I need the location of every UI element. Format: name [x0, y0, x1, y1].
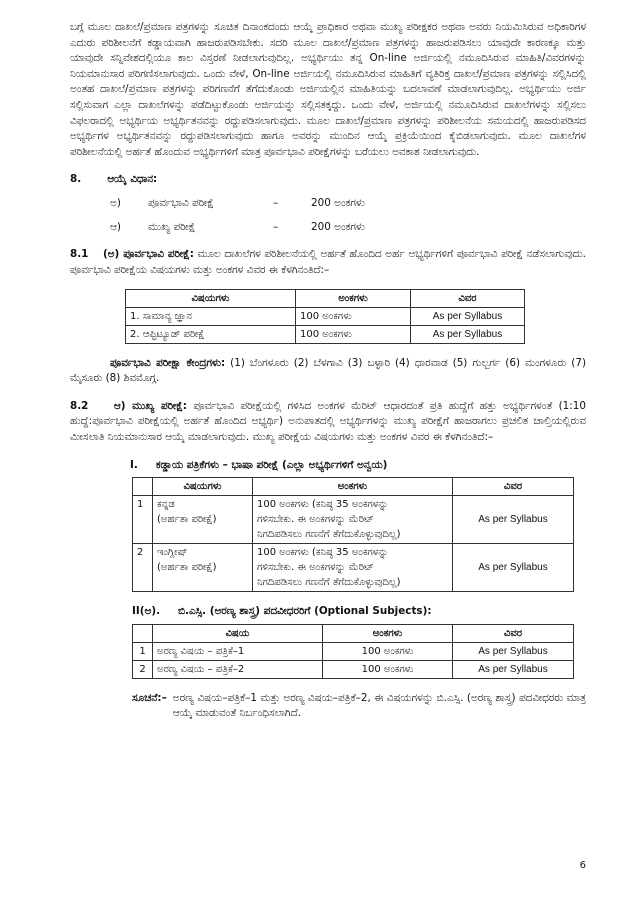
table-cell: As per Syllabus [411, 307, 525, 325]
section-text: ಮೂಲ ದಾಖಲೆಗಳ ಪರಿಶೀಲನೆಯಲ್ಲಿ ಅರ್ಹತೆ ಹೊಂದಿದ ಅರ್ಹ ಅಭ್ಯರ್ಥಿಗಳಿಗೆ ಪೂರ್ವಭಾವಿ ಪರೀಕ್ಷೆ ನಡೆಸಲಾಗುವುದು. ಪೂರ್ವಭಾವಿ ಪರೀಕ್ಷೆಯ ವಿಷಯಗಳು ಮತ್ತು ಅಂಕಗಳ ವಿವರ ಈ ಕೆಳಗಿನಂತಿದೆ:– [70, 248, 586, 276]
column-header: ವಿವರ [411, 289, 525, 307]
prelim-exam-table [125, 289, 525, 344]
column-header [133, 624, 153, 642]
column-header: ಅಂಕಗಳು [253, 478, 453, 496]
section-text: ಪೂರ್ವಭಾವಿ ಪರೀಕ್ಷೆಯಲ್ಲಿ ಗಳಿಸಿದ ಅಂಕಗಳ ಮೆರಿಟ್ ಆಧಾರದಂತೆ ಪ್ರತಿ ಹುದ್ದೆಗೆ ಹತ್ತು ಅಭ್ಯರ್ಥಿಗಳಂತೆ (1:10 ಹುದ್ದೆ:ಪೂರ್ವಭಾವಿ ಪರೀಕ್ಷೆಯಲ್ಲಿ ಅರ್ಹತೆ ಹೊಂದಿದ ಅಭ್ಯರ್ಥಿ) ಅನುಪಾತದಲ್ಲಿ ಅಭ್ಯರ್ಥಿಗಳನ್ನು ಮುಖ್ಯ ಪರೀಕ್ಷೆಗೆ ಹಾಜರಾಗಲು ಪ್ರಚಲಿತ ಚಾಲ್ತಿಯಲ್ಲಿರುವ ಮೀಸಲಾತಿ ನಿಯಮಾನುಸಾರ ಆಯ್ಕೆ ಮಾಡಲಾಗುವುದು. ಮುಖ್ಯ ಪರೀಕ್ಷೆಯ ವಿಷಯಗಳು ಮತ್ತು ಅಂಕಗಳ ವಿವರ ಈ ಕೆಳಗಿನಂತಿದೆ:– [70, 399, 586, 443]
item-marks: 200 ಅಂಕಗಳು [311, 220, 365, 233]
marks-line: 100 ಅಂಕಗಳು (ಕನಿಷ್ಠ 35 ಅಂಕಗಳನ್ನು [257, 547, 389, 559]
table-cell: 2. ಆಪ್ಟಿಟ್ಯೂಡ್ ಪರೀಕ್ಷೆ [126, 325, 296, 343]
table-cell: 1. ಸಾಮಾನ್ಯ ಜ್ಞಾನ [126, 307, 296, 325]
column-header: ಅಂಕಗಳು [323, 624, 453, 642]
table-cell: 100 ಅಂಕಗಳು [323, 642, 453, 660]
table-cell: 100 ಅಂಕಗಳು [296, 307, 411, 325]
item-dash: – [273, 197, 279, 210]
section-number: 8.1 [70, 248, 89, 261]
table-row [126, 307, 525, 325]
subject-note: (ಅರ್ಹತಾ ಪರೀಕ್ಷೆ) [157, 514, 217, 526]
item-label: ಪೂರ್ವಭಾವಿ ಪರೀಕ್ಷೆ [148, 197, 214, 210]
marks-line: ನಿಗದಿಪಡಿಸಲು ಗಣನೆಗೆ ತೆಗೆದುಕೊಳ್ಳುವುದಿಲ್ಲ) [257, 529, 401, 541]
table-cell: As per Syllabus [453, 544, 574, 592]
marks-line: 100 ಅಂಕಗಳು (ಕನಿಷ್ಠ 35 ಅಂಕಗಳನ್ನು [257, 499, 389, 511]
subject-name: ಇಂಗ್ಲೀಷ್ [157, 547, 188, 559]
subject-note: (ಅರ್ಹತಾ ಪರೀಕ್ಷೆ) [157, 562, 217, 574]
part-1-heading [130, 458, 586, 474]
exam-centres-list: (1) ಬೆಂಗಳೂರು (2) ಬೆಳಗಾವಿ (3) ಬಳ್ಳಾರಿ (4) ಧಾರವಾಡ (5) ಗುಲ್ಬರ್ಗ (6) ಮಂಗಳೂರು (7) ಮೈಸೂರು (8) ಶಿವಮೊಗ್ಗ. [70, 356, 587, 385]
subject-name: ಕನ್ನಡ [157, 499, 175, 511]
table-cell: As per Syllabus [453, 496, 574, 544]
column-header: ವಿವರ [453, 478, 574, 496]
language-papers-table [132, 477, 574, 592]
part-2-heading [132, 604, 586, 620]
column-header: ವಿಷಯಗಳು [153, 478, 253, 496]
table-cell: As per Syllabus [453, 660, 574, 678]
table-cell [153, 496, 253, 544]
table-cell [253, 496, 453, 544]
column-header: ವಿಷಯಗಳು [126, 289, 296, 307]
exam-centres-label: ಪೂರ್ವಭಾವಿ ಪರೀಕ್ಷಾ ಕೇಂದ್ರಗಳು: [110, 356, 226, 369]
note-text: ಅರಣ್ಯ ವಿಷಯ–ಪತ್ರಿಕೆ–1 ಮತ್ತು ಅರಣ್ಯ ವಿಷಯ–ಪತ್ರಿಕೆ–2, ಈ ವಿಷಯಗಳನ್ನು ಬಿ.ಎಸ್ಸಿ. (ಅರಣ್ಯ ಶಾಸ್ತ್ರ) ಪದವೀಧರರು ಮಾತ್ರ ಆಯ್ಕೆ ಮಾಡುವಂತೆ ನಿರ್ಬಂಧಿಸಲಾಗಿದೆ. [172, 691, 586, 720]
list-item [110, 196, 586, 212]
table-row [133, 642, 574, 660]
part-title: ಕಡ್ಡಾಯ ಪತ್ರಿಕೆಗಳು – ಭಾಷಾ ಪರೀಕ್ಷೆ (ಎಲ್ಲಾ ಅಭ್ಯರ್ಥಿಗಳಿಗೆ ಅನ್ವಯ) [155, 458, 388, 471]
part-number: I. [130, 458, 138, 471]
table-cell: 2 [133, 660, 153, 678]
table-row [133, 496, 574, 544]
part-number: II(ಅ). [132, 605, 161, 618]
table-row [133, 660, 574, 678]
table-cell: 100 ಅಂಕಗಳು [296, 325, 411, 343]
marks-line: ಗಳಿಸಬೇಕು. ಈ ಅಂಕಗಳನ್ನು ಮೆರಿಟ್ [257, 562, 374, 574]
selection-method-list [110, 196, 586, 235]
table-cell: As per Syllabus [453, 642, 574, 660]
part-title: ಬಿ.ಎಸ್ಸಿ. (ಅರಣ್ಯ ಶಾಸ್ತ್ರ) ಪದವೀಧರರಿಗೆ (Optional Subjects): [178, 605, 432, 618]
item-dash: – [273, 220, 279, 233]
table-cell [153, 544, 253, 592]
table-cell: ಅರಣ್ಯ ವಿಷಯ – ಪತ್ರಿಕೆ–2 [153, 660, 323, 678]
item-marker: ಅ) [110, 197, 121, 210]
table-cell: ಅರಣ್ಯ ವಿಷಯ – ಪತ್ರಿಕೆ–1 [153, 642, 323, 660]
table-cell: 1 [133, 496, 153, 544]
section-heading: ಆ) ಮುಖ್ಯ ಪರೀಕ್ಷೆ: [113, 399, 187, 412]
column-header: ವಿವರ [453, 624, 574, 642]
intro-paragraph: ಬಗ್ಗೆ ಮೂಲ ದಾಖಲೆ/ಪ್ರಮಾಣ ಪತ್ರಗಳನ್ನು ಸೂಚಿತ ದಿನಾಂಕದಂದು ಆಯ್ಕೆ ಪ್ರಾಧಿಕಾರ ಅಥವಾ ಮುಖ್ಯ ಪರೀಕ್ಷಕರ ಅಥವಾ ಅವರು ನಿಯಮಿಸಿರುವ ಅಧಿಕಾರಿಗಳ ಎದುರು ಪರಿಶೀಲನೆಗೆ ಕಡ್ಡಾಯವಾಗಿ ಹಾಜರುಪಡಿಸಬೇಕು. ಸದರಿ ಮೂಲ ದಾಖಲೆ/ಪ್ರಮಾಣ ಪತ್ರಗಳನ್ನು ಹಾಜರುಪಡಿಸಲು ಯಾವುದೇ ಕಾರಣಕ್ಕೂ ಮತ್ತು ಯಾವುದೇ ಸನ್ನಿವೇಶದಲ್ಲಿಯೂ ಕಾಲ ವಿಸ್ತರಣೆ ನೀಡಲಾಗುವುದಿಲ್ಲ. ಅಭ್ಯರ್ಥಿಯು ತನ್ನ On-line ಅರ್ಜಿಯಲ್ಲಿ ನಮೂದಿಸಿರುವ ಮಾಹಿತಿ/ವಿವರಗಳನ್ನು ನಿಯಮಾನುಸಾರ ಪರಿಗಣಿಸಲಾಗುವುದು. ಒಂದು ವೇಳೆ, On-line ಅರ್ಜಿಯಲ್ಲಿ ನಮೂದಿಸಿರುವ ಮಾಹಿತಿಗೆ ವ್ಯತಿರಿಕ್ತ ದಾಖಲೆ/ಪ್ರಮಾಣ ಪತ್ರಗಳನ್ನು ಸಲ್ಲಿಸಿದಲ್ಲಿ ಅಂತಹ ದಾಖಲೆ/ಪ್ರಮಾಣ ಪತ್ರಗಳನ್ನು ಪರಿಗಣನೆಗೆ ತೆಗೆದುಕೊಂಡು ಅರ್ಜಿಯಲ್ಲಿನ ಮಾಹಿತಿಯನ್ನು ಬದಲಾವಣೆ ಮಾಡಲಾಗುವುದಿಲ್ಲ. ಅಭ್ಯರ್ಥಿಯು ಅರ್ಜಿ ಸಲ್ಲಿಸುವಾಗ ಎಲ್ಲಾ ದಾಖಲೆಗಳನ್ನು ಪಡೆದಿಟ್ಟುಕೊಂಡು ಅರ್ಜಿಯನ್ನು ಸಲ್ಲಿಸತಕ್ಕದ್ದು. ಒಂದು ವೇಳೆ, ಅರ್ಜಿಯಲ್ಲಿ ನಮೂದಿಸಿರುವ ದಾಖಲೆಗಳನ್ನು ಸಲ್ಲಿಸಲು ವಿಫಲರಾದಲ್ಲಿ ಅಭ್ಯರ್ಥಿಯ ಅಭ್ಯರ್ಥಿತನವನ್ನು ರದ್ದುಪಡಿಸಲಾಗುವುದು. ಮೂಲ ದಾಖಲೆ/ಪ್ರಮಾಣ ಪತ್ರಗಳನ್ನು ಪರಿಶೀಲನೆಯ ಸಮಯದಲ್ಲಿ ಹಾಜರುಪಡಿಸದ ಅಭ್ಯರ್ಥಿಗಳ ಅಭ್ಯರ್ಥಿತನವನ್ನು ರದ್ದುಪಡಿಸಲಾಗುವುದು ಹಾಗೂ ಅವರನ್ನು ಮುಂದಿನ ಆಯ್ಕೆ ಪ್ರಕ್ರಿಯೆಯಿಂದ ಕೈಬಿಡಲಾಗುವುದು. ಮೂಲ ದಾಖಲೆಗಳ ಪರಿಶೀಲನೆಯಲ್ಲಿ ಅರ್ಹತೆ ಹೊಂದುವ ಅಭ್ಯರ್ಥಿಗಳಿಗೆ ಮಾತ್ರ ಪೂರ್ವಭಾವಿ ಪರೀಕ್ಷೆಗಳನ್ನು ಬರೆಯಲು ಅವಕಾಶ ನೀಡಲಾಗುವುದು. [70, 21, 586, 158]
table-cell: 1 [133, 642, 153, 660]
exam-centres-paragraph [70, 356, 586, 387]
marks-line: ಗಳಿಸಬೇಕು. ಈ ಅಂಕಗಳನ್ನು ಮೆರಿಟ್ [257, 514, 374, 526]
column-header [133, 478, 153, 496]
section-8-1-paragraph [70, 247, 586, 278]
table-header-row [133, 478, 574, 496]
table-row [133, 544, 574, 592]
note-block [132, 691, 586, 722]
table-header-row [133, 624, 574, 642]
section-number: 8.2 [70, 399, 89, 412]
table-cell: 2 [133, 544, 153, 592]
optional-subjects-table [132, 624, 574, 679]
section-number: 8. [70, 173, 82, 186]
table-row [126, 325, 525, 343]
column-header: ವಿಷಯ [153, 624, 323, 642]
marks-line: ನಿಗದಿಪಡಿಸಲು ಗಣನೆಗೆ ತೆಗೆದುಕೊಳ್ಳುವುದಿಲ್ಲ) [257, 577, 401, 589]
section-8-2-paragraph [70, 399, 586, 446]
item-label: ಮುಖ್ಯ ಪರೀಕ್ಷೆ [148, 220, 196, 233]
item-marker: ಆ) [110, 220, 121, 233]
section-heading: (ಅ) ಪೂರ್ವಭಾವಿ ಪರೀಕ್ಷೆ: [102, 248, 194, 261]
column-header: ಅಂಕಗಳು [296, 289, 411, 307]
section-8-heading [70, 172, 586, 188]
table-header-row [126, 289, 525, 307]
table-cell: As per Syllabus [411, 325, 525, 343]
page-number: 6 [579, 860, 586, 871]
table-cell [253, 544, 453, 592]
note-label: ಸೂಚನೆ:– [132, 691, 167, 704]
item-marks: 200 ಅಂಕಗಳು [311, 197, 365, 210]
list-item [110, 220, 586, 236]
section-title: ಆಯ್ಕೆ ವಿಧಾನ: [107, 173, 158, 186]
table-cell: 100 ಅಂಕಗಳು [323, 660, 453, 678]
